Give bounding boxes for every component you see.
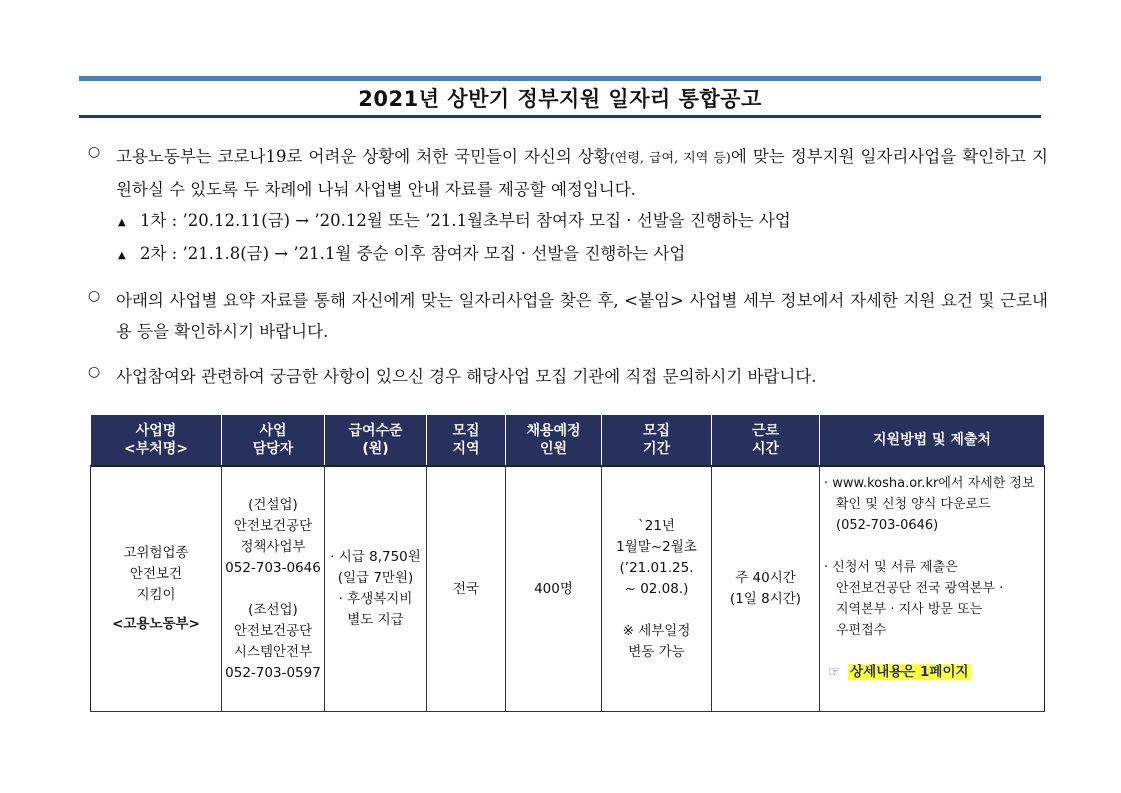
header-period: 모집 기간 [602, 415, 712, 467]
circle-bullet-icon: ○ [88, 288, 101, 304]
bullet-text-1 [116, 141, 1048, 205]
cell-region: 전국 [427, 466, 506, 712]
title-bar [79, 76, 1041, 118]
header-method: 지원방법 및 제출처 [820, 415, 1045, 467]
sub-bullet-2-text: 2차 : ’21.1.8(금) → ’21.1월 중순 이후 참여자 모집 · 선발을 진행하는 사업 [140, 244, 686, 263]
bullet-text-1a: 고용노동부는 코로나19로 어려운 상황에 처한 국민들이 자신의 상황 [116, 147, 610, 166]
sub-bullet-1 [118, 205, 1048, 238]
header-salary: 급여수준 (원) [325, 415, 427, 467]
detail-note [828, 662, 971, 683]
triangle-bullet-icon: ▲ [118, 250, 126, 261]
table-header-row [91, 415, 1045, 467]
cell-hours: 주 40시간 (1일 8시간) [712, 466, 820, 712]
header-name: 사업명 <부처명> [91, 415, 222, 467]
bullet-text-2: 아래의 사업별 요약 자료를 통해 자신에게 맞는 일자리사업을 찾은 후, <붙임> 사업별 세부 정보에서 자세한 지원 요건 및 근로내용 등을 확인하시기 바랍니다. [116, 291, 1048, 341]
header-headcount: 채용예정 인원 [506, 415, 602, 467]
sub-bullet-1-text: 1차 : ’20.12.11(금) → ’20.12월 또는 ’21.1월초부터 참여자 모집 · 선발을 진행하는 사업 [140, 211, 791, 230]
cell-headcount: 400명 [506, 466, 602, 712]
header-contact: 사업 담당자 [222, 415, 325, 467]
bullet-paragraph-2 [88, 285, 1048, 347]
bullet-paragraph-1 [88, 141, 1048, 205]
notice-bullets [88, 141, 1048, 406]
circle-bullet-icon: ○ [88, 364, 101, 380]
page-title: 2021년 상반기 정부지원 일자리 통합공고 [358, 87, 762, 111]
triangle-bullet-icon: ▲ [118, 217, 126, 228]
bullet-text-1b: 에 맞는 정부지원 일자리사업을 확인하고 지원하실 수 있도록 두 차례에 나눠 사업별 안내 자료를 제공할 예정입니다. [116, 147, 1048, 199]
cell-method: · www.kosha.or.kr에서 자세한 정보 확인 및 신청 양식 다운로드 (052-703-0646) · 신청서 및 서류 제출은 안전보건공단 전국 광역본부 · 지역본부 · 지사 방문 또는 우편접수 ☞ 상세내용은 1페이지 [820, 466, 1045, 712]
table-row [91, 466, 1045, 712]
detail-text: 상세내용은 1페이지 [850, 664, 969, 680]
cell-name: 고위험업종 안전보건 지킴이 <고용노동부> [91, 466, 222, 712]
bullet-text-3: 사업참여와 관련하여 궁금한 사항이 있으신 경우 해당사업 모집 기관에 직접 문의하시기 바랍니다. [116, 367, 817, 386]
bullet-paragraph-3 [88, 361, 1048, 392]
cell-contact: (건설업) 안전보건공단 정책사업부 052-703-0646 (조선업) 안전보건공단 시스템안전부 052-703-0597 [222, 466, 325, 712]
header-region: 모집 지역 [427, 415, 506, 467]
sub-bullet-2 [118, 238, 1048, 271]
circle-bullet-icon: ○ [88, 144, 101, 160]
ministry-label: <고용노동부> [112, 616, 200, 632]
pointing-hand-icon: ☞ [828, 664, 841, 680]
jobs-table [90, 414, 1045, 712]
cell-salary: · 시급 8,750원 (일급 7만원) · 후생복지비 별도 지급 [325, 466, 427, 712]
cell-period: `21년 1월말~2월초 (’21.01.25. ~ 02.08.) ※ 세부일정 변동 가능 [602, 466, 712, 712]
header-hours: 근로 시간 [712, 415, 820, 467]
sub-bullets [88, 205, 1048, 271]
bullet-text-1-small: (연령, 급여, 지역 등) [609, 151, 731, 166]
